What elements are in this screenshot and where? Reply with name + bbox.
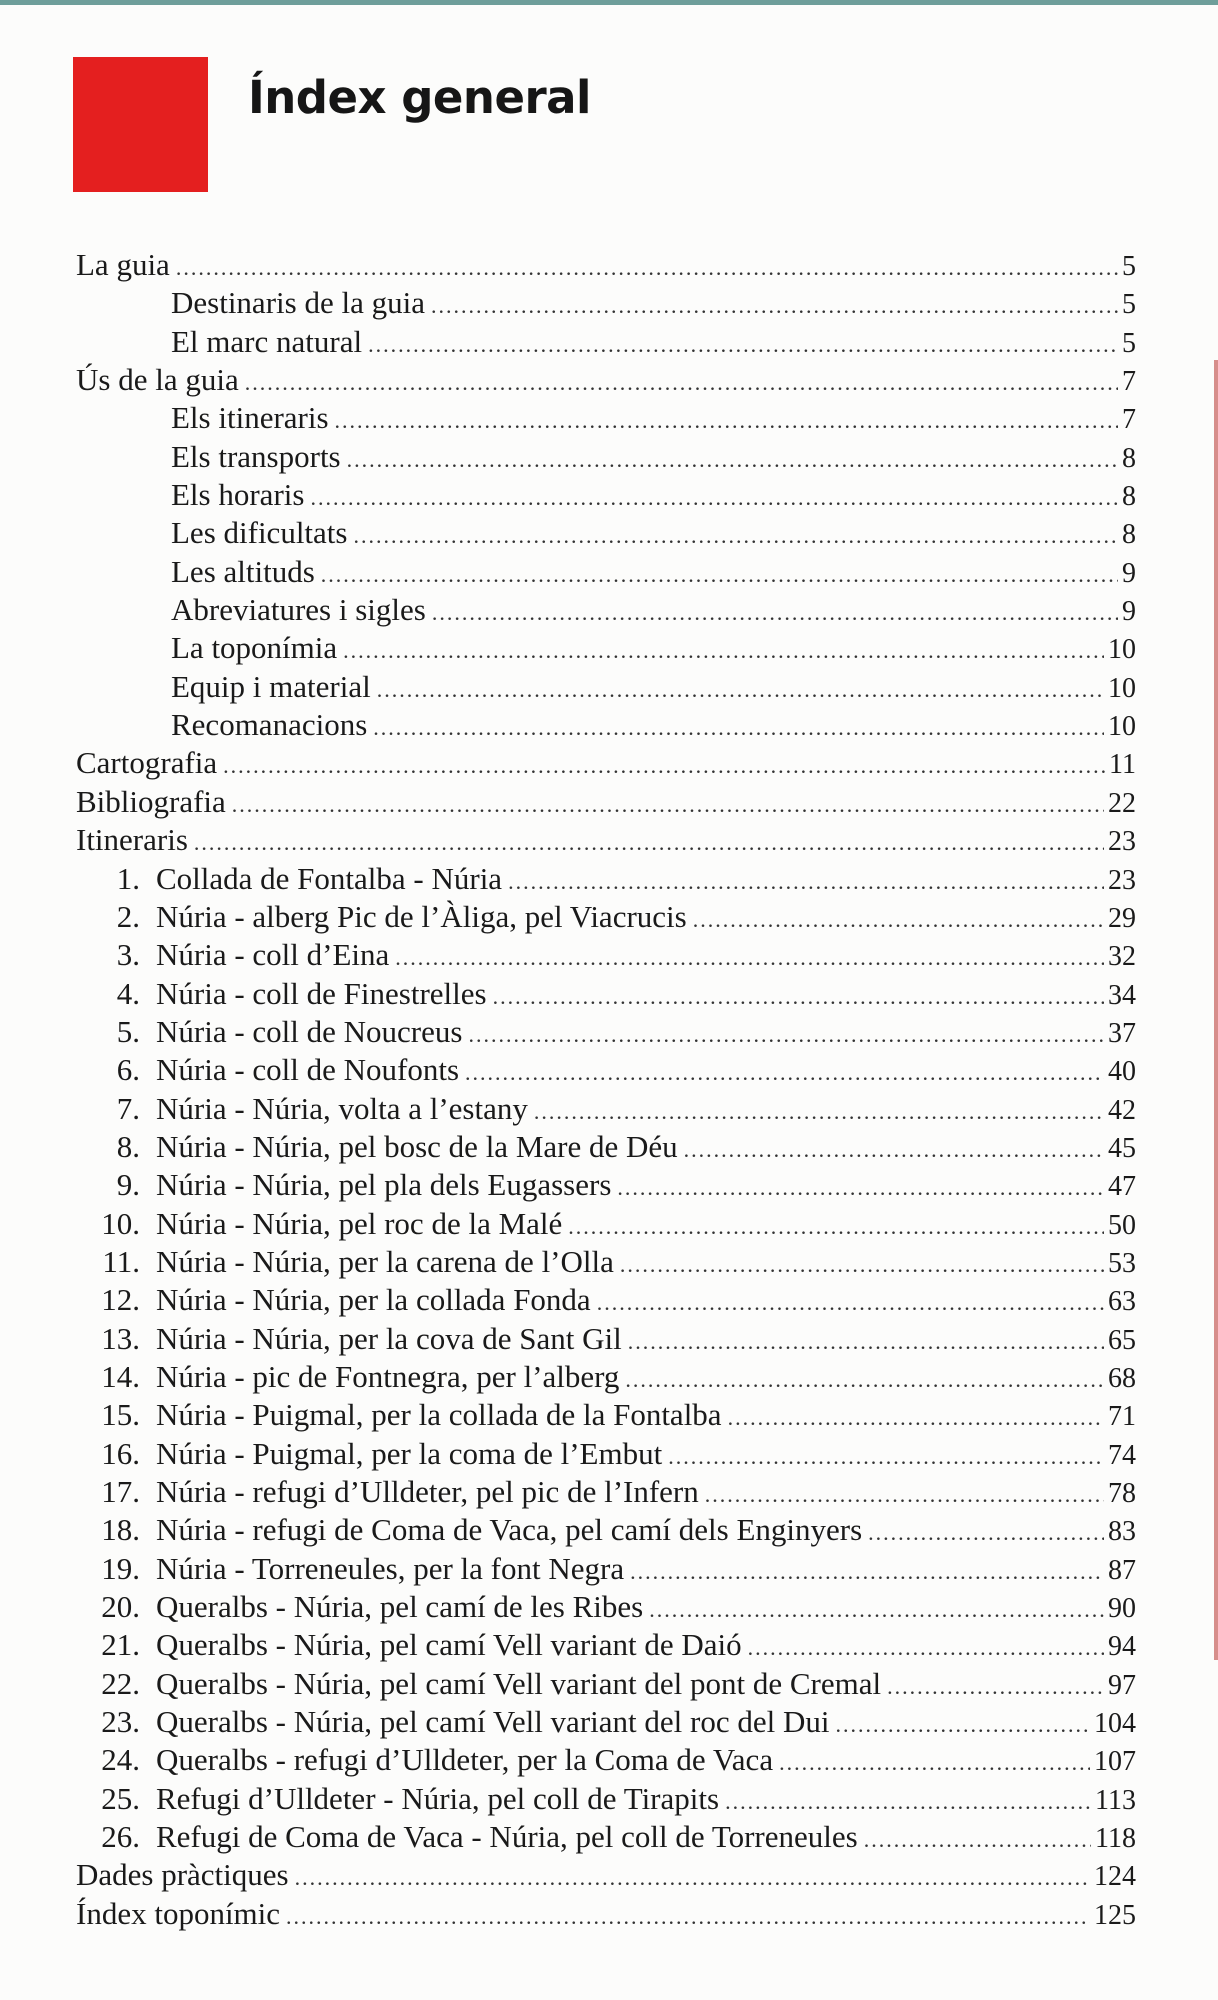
- toc-entry-page: 23: [1108, 864, 1136, 896]
- toc-entry-title: Itineraris: [76, 822, 188, 858]
- dot-leader: [748, 1629, 1104, 1667]
- toc-entry: [76, 1741, 1136, 1779]
- toc-entry-page: 23: [1108, 826, 1136, 858]
- dot-leader: [373, 709, 1104, 747]
- toc-entry: [76, 1205, 1136, 1243]
- dot-leader: [353, 517, 1118, 555]
- toc-entry-page: 29: [1108, 902, 1136, 934]
- dot-leader: [245, 364, 1118, 402]
- toc-entry-title: Núria - Núria, pel roc de la Malé: [156, 1205, 563, 1241]
- toc-entry: [76, 1013, 1136, 1051]
- toc-entry: [76, 1051, 1136, 1089]
- toc-entry-title: Queralbs - Núria, pel camí Vell variant del pont de Cremal: [156, 1665, 882, 1701]
- toc-entry-page: 104: [1094, 1708, 1136, 1740]
- toc-entry-title: Recomanacions: [171, 707, 368, 743]
- dot-leader: [684, 1131, 1104, 1169]
- toc-entry-title: Abreviatures i sigles: [171, 592, 426, 628]
- toc-entry-number: 22.: [101, 1665, 140, 1701]
- toc-entry-page: 74: [1108, 1439, 1136, 1471]
- toc-entry-title: Dades pràctiques: [76, 1857, 289, 1893]
- toc-entry: [76, 514, 1136, 552]
- toc-entry-page: 5: [1122, 251, 1136, 282]
- toc-entry-number: 2.: [116, 898, 140, 934]
- toc-entry-title: Núria - Puigmal, per la collada de la Fontalba: [156, 1397, 722, 1433]
- toc-entry-title: Núria - Núria, per la carena de l’Olla: [156, 1243, 614, 1279]
- toc-entry-page: 7: [1122, 404, 1136, 436]
- toc-entry: [76, 323, 1136, 361]
- toc-entry-title: Ús de la guia: [76, 362, 239, 398]
- dot-leader: [728, 1399, 1104, 1437]
- toc-entry-title: Queralbs - Núria, pel camí Vell variant del roc del Dui: [156, 1704, 830, 1740]
- toc-entry: [76, 898, 1136, 936]
- toc-entry-number: 9.: [116, 1167, 140, 1203]
- toc-entry: [76, 1550, 1136, 1588]
- toc-entry: [76, 1895, 1136, 1933]
- toc-entry-number: 16.: [101, 1435, 140, 1471]
- toc-entry-title: Núria - Torreneules, per la font Negra: [156, 1550, 625, 1586]
- dot-leader: [465, 1054, 1104, 1092]
- toc-entry-number: 18.: [101, 1512, 140, 1548]
- toc-entry-page: 87: [1108, 1554, 1136, 1586]
- dot-leader: [630, 1553, 1104, 1591]
- toc-entry-page: 8: [1122, 481, 1136, 513]
- dot-leader: [468, 1016, 1104, 1054]
- toc-entry-number: 15.: [101, 1397, 140, 1433]
- toc-entry: [76, 1818, 1136, 1856]
- dot-leader: [493, 978, 1104, 1016]
- toc-entry-number: 14.: [101, 1358, 140, 1394]
- dot-leader: [347, 441, 1118, 479]
- dot-leader: [343, 632, 1104, 670]
- toc-entry-number: 5.: [116, 1013, 140, 1049]
- dot-leader: [620, 1246, 1104, 1284]
- toc-entry-number: 13.: [101, 1320, 140, 1356]
- toc-entry-title: Núria - coll d’Eina: [156, 937, 390, 973]
- toc-entry-page: 10: [1108, 711, 1136, 743]
- toc-entry-title: Les altituds: [171, 553, 315, 589]
- toc-entry-title: Destinaris de la guia: [171, 285, 425, 321]
- toc-entry-page: 40: [1108, 1056, 1136, 1088]
- toc-entry: [76, 399, 1136, 437]
- toc-entry: [76, 975, 1136, 1013]
- dot-leader: [321, 556, 1118, 594]
- toc-entry: [76, 361, 1136, 399]
- toc-entry-page: 42: [1108, 1094, 1136, 1126]
- toc-entry-title: Collada de Fontalba - Núria: [156, 860, 503, 896]
- dot-leader: [194, 824, 1104, 862]
- dot-leader: [295, 1859, 1090, 1897]
- toc-entry-number: 1.: [116, 860, 140, 896]
- toc-entry: [76, 668, 1136, 706]
- toc-entry-page: 63: [1108, 1286, 1136, 1318]
- dot-leader: [232, 786, 1104, 824]
- toc-entry-title: Queralbs - Núria, pel camí de les Ribes: [156, 1589, 644, 1625]
- toc-entry-number: 20.: [101, 1589, 140, 1625]
- dot-leader: [617, 1169, 1104, 1207]
- toc-entry-page: 68: [1108, 1362, 1136, 1394]
- dot-leader: [779, 1744, 1090, 1782]
- toc-entry: [76, 1396, 1136, 1434]
- toc-entry: [76, 1473, 1136, 1511]
- dot-leader: [868, 1514, 1104, 1552]
- toc-entry-title: Núria - coll de Noufonts: [156, 1052, 460, 1088]
- toc-entry-page: 10: [1108, 634, 1136, 666]
- toc-entry-title: Núria - coll de Noucreus: [156, 1013, 463, 1049]
- toc-entry-title: Núria - refugi de Coma de Vaca, pel camí dels Enginyers: [156, 1512, 863, 1548]
- dot-leader: [377, 671, 1104, 709]
- dot-leader: [368, 326, 1118, 364]
- toc-entry-title: La toponímia: [171, 630, 338, 666]
- toc-entry-page: 37: [1108, 1017, 1136, 1049]
- dot-leader: [335, 402, 1118, 440]
- toc-entry: [76, 936, 1136, 974]
- toc-entry-number: 25.: [101, 1780, 140, 1816]
- dot-leader: [286, 1898, 1090, 1936]
- dot-leader: [223, 747, 1105, 785]
- toc-entry-page: 5: [1122, 289, 1136, 321]
- dot-leader: [725, 1783, 1091, 1821]
- toc-entry: [76, 1166, 1136, 1204]
- dot-leader: [864, 1821, 1091, 1859]
- toc-entry-title: Índex toponímic: [76, 1895, 281, 1931]
- dot-leader: [431, 287, 1118, 325]
- toc-entry: [76, 1511, 1136, 1549]
- toc-entry-page: 124: [1094, 1861, 1136, 1893]
- toc-entry-page: 8: [1122, 519, 1136, 551]
- toc-entry: [76, 1090, 1136, 1128]
- toc-entry-title: Núria - alberg Pic de l’Àliga, pel Viacrucis: [156, 898, 687, 934]
- toc-entry: [76, 553, 1136, 591]
- toc-entry-title: Bibliografia: [76, 783, 226, 819]
- dot-leader: [649, 1591, 1104, 1629]
- toc-entry-page: 34: [1108, 979, 1136, 1011]
- toc-entry-title: La guia: [76, 247, 170, 282]
- toc-entry: [76, 1281, 1136, 1319]
- toc-entry-page: 47: [1108, 1171, 1136, 1203]
- toc-entry-number: 6.: [116, 1052, 140, 1088]
- toc-entry: [76, 246, 1136, 284]
- toc-entry: [76, 706, 1136, 744]
- toc-entry-title: Cartografia: [76, 745, 218, 781]
- toc-entry-page: 125: [1094, 1899, 1136, 1931]
- toc-entry-number: 24.: [101, 1742, 140, 1778]
- toc-entry-page: 71: [1108, 1401, 1136, 1433]
- toc-entry-title: El marc natural: [171, 323, 363, 359]
- toc-entry-title: Núria - Núria, pel bosc de la Mare de Déu: [156, 1128, 678, 1164]
- toc-entry-page: 83: [1108, 1516, 1136, 1548]
- toc-entry: [76, 1856, 1136, 1894]
- dot-leader: [705, 1476, 1104, 1514]
- toc-entry-page: 10: [1108, 672, 1136, 704]
- toc-entry-page: 45: [1108, 1132, 1136, 1164]
- dot-leader: [534, 1093, 1104, 1131]
- toc-entry-title: Núria - pic de Fontnegra, per l’alberg: [156, 1358, 620, 1394]
- toc-entry-page: 90: [1108, 1593, 1136, 1625]
- toc-entry-title: Núria - Núria, volta a l’estany: [156, 1090, 528, 1126]
- toc-entry-page: 9: [1122, 596, 1136, 628]
- toc-entry: [76, 1243, 1136, 1281]
- dot-leader: [835, 1706, 1090, 1744]
- page-edge-shadow: [1214, 360, 1218, 1660]
- toc-entry: [76, 1128, 1136, 1166]
- toc-entry-page: 22: [1108, 787, 1136, 819]
- dot-leader: [176, 249, 1118, 287]
- toc-entry: [76, 821, 1136, 859]
- toc-entry: [76, 1703, 1136, 1741]
- dot-leader: [625, 1361, 1104, 1399]
- dot-leader: [568, 1208, 1104, 1246]
- toc-entry-page: 50: [1108, 1209, 1136, 1241]
- toc-entry-title: Núria - Núria, per la collada Fonda: [156, 1282, 591, 1318]
- toc-entry-page: 113: [1095, 1784, 1136, 1816]
- toc-entry-number: 7.: [116, 1090, 140, 1126]
- toc-entry-number: 26.: [101, 1819, 140, 1855]
- toc-entry-title: Els itineraris: [171, 400, 329, 436]
- toc-entry-page: 94: [1108, 1631, 1136, 1663]
- toc-entry-number: 12.: [101, 1282, 140, 1318]
- toc-entry-number: 19.: [101, 1550, 140, 1586]
- toc-entry: [76, 860, 1136, 898]
- toc-entry-number: 21.: [101, 1627, 140, 1663]
- toc-entry: [76, 744, 1136, 782]
- accent-square: [73, 57, 208, 192]
- toc-entry-number: 4.: [116, 975, 140, 1011]
- toc-entry-title: Els transports: [171, 438, 341, 474]
- top-edge-strip: [0, 0, 1218, 5]
- toc-entry-page: 118: [1095, 1823, 1136, 1855]
- toc-entry-page: 9: [1122, 557, 1136, 589]
- dot-leader: [887, 1668, 1104, 1706]
- toc-entry-title: Queralbs - refugi d’Ulldeter, per la Coma de Vaca: [156, 1742, 774, 1778]
- toc-entry-page: 5: [1122, 327, 1136, 359]
- toc-entry-title: Les dificultats: [171, 515, 348, 551]
- toc-entry: [76, 1358, 1136, 1396]
- toc-entry-number: 10.: [101, 1205, 140, 1241]
- toc-entry-title: Núria - Puigmal, per la coma de l’Embut: [156, 1435, 663, 1471]
- toc-entry-page: 97: [1108, 1669, 1136, 1701]
- toc-entry: [76, 438, 1136, 476]
- toc-entry-number: 23.: [101, 1704, 140, 1740]
- toc-entry: [76, 783, 1136, 821]
- table-of-contents: [76, 246, 1136, 1933]
- toc-entry-number: 11.: [102, 1243, 140, 1279]
- toc-entry: [76, 476, 1136, 514]
- toc-entry: [76, 1435, 1136, 1473]
- toc-entry-page: 7: [1122, 366, 1136, 398]
- dot-leader: [628, 1323, 1104, 1361]
- dot-leader: [693, 901, 1104, 939]
- toc-entry: [76, 1588, 1136, 1626]
- dot-leader: [310, 479, 1118, 517]
- toc-entry: [76, 1320, 1136, 1358]
- toc-entry-title: Refugi de Coma de Vaca - Núria, pel coll de Torreneules: [156, 1819, 858, 1855]
- toc-entry-page: 107: [1094, 1746, 1136, 1778]
- toc-entry-page: 8: [1122, 442, 1136, 474]
- toc-entry-title: Núria - Núria, per la cova de Sant Gil: [156, 1320, 622, 1356]
- toc-entry: [76, 284, 1136, 322]
- toc-entry-page: 78: [1108, 1478, 1136, 1509]
- dot-leader: [508, 863, 1104, 901]
- toc-entry-title: Els horaris: [171, 477, 305, 513]
- toc-entry-title: Núria - refugi d’Ulldeter, pel pic de l’Infern: [156, 1474, 699, 1509]
- toc-entry-page: 53: [1108, 1247, 1136, 1279]
- dot-leader: [668, 1438, 1104, 1476]
- toc-entry-title: Queralbs - Núria, pel camí Vell variant de Daió: [156, 1627, 742, 1663]
- toc-entry-title: Núria - coll de Finestrelles: [156, 975, 487, 1011]
- dot-leader: [597, 1284, 1104, 1322]
- page-title: Índex general: [248, 71, 591, 124]
- toc-entry-title: Equip i material: [171, 668, 371, 704]
- toc-entry-title: Refugi d’Ulldeter - Núria, pel coll de Tirapits: [156, 1780, 720, 1816]
- toc-entry: [76, 1780, 1136, 1818]
- toc-entry-title: Núria - Núria, pel pla dels Eugassers: [156, 1167, 612, 1203]
- toc-entry-number: 3.: [116, 937, 140, 973]
- dot-leader: [432, 594, 1118, 632]
- toc-entry-number: 17.: [101, 1474, 140, 1509]
- toc-entry-page: 11: [1109, 749, 1136, 781]
- toc-entry: [76, 629, 1136, 667]
- toc-entry: [76, 1665, 1136, 1703]
- toc-entry-number: 8.: [116, 1128, 140, 1164]
- toc-entry-page: 32: [1108, 941, 1136, 973]
- toc-entry: [76, 591, 1136, 629]
- toc-entry: [76, 1626, 1136, 1664]
- toc-entry-page: 65: [1108, 1324, 1136, 1356]
- dot-leader: [395, 939, 1104, 977]
